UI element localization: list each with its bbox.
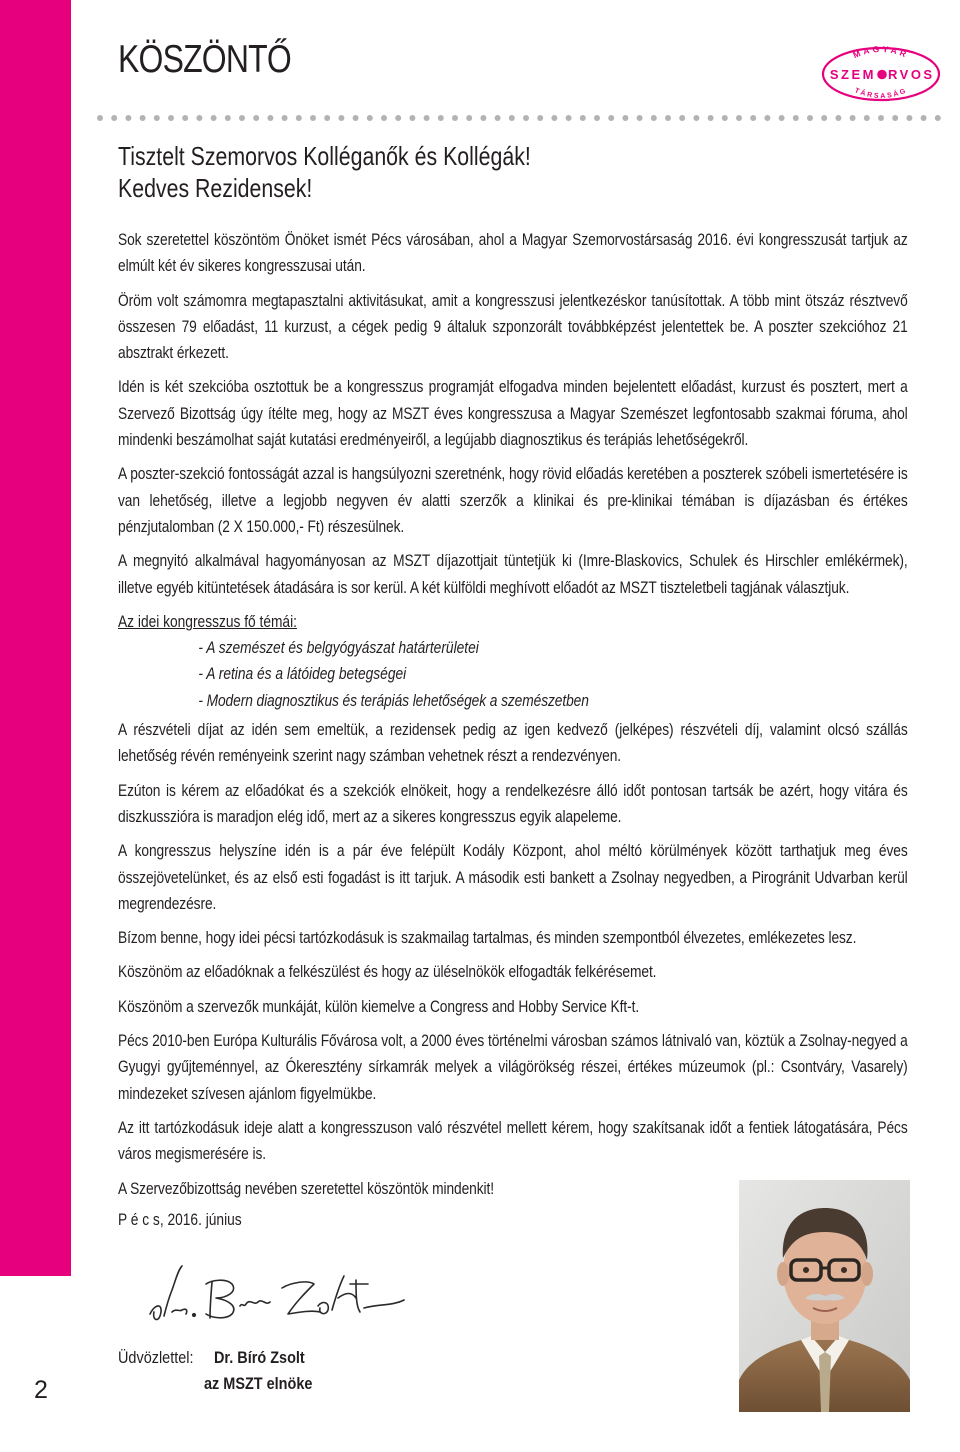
divider-dot	[282, 115, 288, 121]
divider-dot	[622, 115, 628, 121]
svg-text:SZEM: SZEM	[829, 67, 876, 82]
divider-dot	[878, 115, 884, 121]
divider-dot	[935, 115, 941, 121]
divider-dot	[821, 115, 827, 121]
divider-dot	[906, 115, 912, 121]
divider-dot	[509, 115, 515, 121]
paragraph: Köszönöm az előadóknak a felkészülést és hogy az üléselnökök elfogadták felkérésemet.	[118, 962, 657, 982]
paragraph: A Szervezőbizottság nevében szeretettel köszöntök mindenkit!	[118, 1178, 495, 1198]
svg-text:RVOS: RVOS	[888, 67, 935, 82]
handwritten-signature	[142, 1262, 412, 1332]
divider-dot	[140, 115, 146, 121]
dotted-divider	[96, 114, 952, 122]
topic-item: - A szemészet és belgyógyászat határterületei	[198, 638, 479, 658]
divider-dot	[367, 115, 373, 121]
paragraph: Idén is két szekcióba osztottuk be a kongresszus programját elfogadva minden bejelentett előadást, kurzust és posztert, mert a Szervező Bizottság úgy ítélte meg, hogy az MSZT éves kongresszusa a Magyar Szemészet legfontosabb szakmai fóruma, ahol mindenki beszámolhat saját kutatási eredményeiről, a legújabb diagnosztikus és terápiás lehetőségekről.	[118, 377, 908, 450]
paragraph: Bízom benne, hogy idei pécsi tartózkodásuk is szakmailag tartalmas, és minden szempontból élvezetes, emlékezetes lesz.	[118, 928, 857, 948]
divider-dot	[466, 115, 472, 121]
divider-dot	[125, 115, 131, 121]
letter-body	[118, 140, 908, 1210]
divider-dot	[892, 115, 898, 121]
divider-dot	[480, 115, 486, 121]
topics-title: Az idei kongresszus fő témái:	[118, 611, 297, 631]
divider-dot	[353, 115, 359, 121]
divider-dot	[424, 115, 430, 121]
paragraph: A megnyitó alkalmával hagyományosan az MSZT díjazottjait tüntetjük ki (Imre-Blaskovics, Schulek és Hirschler emlékérmek), illetve egyéb kitüntetések átadására is sor kerül. A két külföldi meghívott előadót az MSZT tiszteletbeli tagjának választjuk.	[118, 551, 908, 597]
divider-dot	[594, 115, 600, 121]
divider-dot	[253, 115, 259, 121]
svg-text:TÁRSASÁG: TÁRSASÁG	[853, 87, 909, 101]
divider-dot	[409, 115, 415, 121]
closing-label: Üdvözlettel:	[118, 1348, 194, 1367]
divider-dot	[395, 115, 401, 121]
divider-dot	[736, 115, 742, 121]
divider-dot	[651, 115, 657, 121]
divider-dot	[551, 115, 557, 121]
paragraph: Pécs 2010-ben Európa Kulturális Fővárosa volt, a 2000 éves történelmi városban számos látnivaló van, köztük a Zsolnay-negyed a Gyugyi gyűjteménnyel, az Ókeresztény sírkamrák melyek a világörökség részei, értékes múzeumok (pl.: Csontváry, Vasarely) mindezeket szívesen ajánlom figyelmükbe.	[118, 1031, 908, 1103]
paragraph: Ezúton is kérem az előadókat és a szekciók elnökeit, hogy a rendelkezésre álló időt pontosan tartsák be azért, hogy vitára és diszkusszióra is maradjon elég idő, mert az a sikeres kongresszus egyik alapeleme.	[118, 780, 908, 826]
magenta-side-bar	[0, 0, 71, 1452]
paragraph: A részvételi díjat az idén sem emeltük, a rezidensek pedig az igen kedvező (jelképes) részvételi díj, valamint olcsó szállás lehetőség révén reményeink szerint nagy számban vehetnek részt a rendezvényen.	[118, 720, 908, 766]
portrait-photo	[739, 1180, 910, 1412]
divider-dot	[211, 115, 217, 121]
divider-dot	[338, 115, 344, 121]
divider-dot	[693, 115, 699, 121]
divider-dot	[182, 115, 188, 121]
page-number-box	[0, 1276, 86, 1452]
topic-item: - A retina és a látóideg betegségei	[198, 664, 407, 684]
signer-title: az MSZT elnöke	[204, 1374, 313, 1393]
greeting-line-1: Tisztelt Szemorvos Kolléganők és Kollégák!	[118, 141, 531, 171]
topic-item: - Modern diagnosztikus és terápiás lehetőségek a szemészetben	[198, 690, 589, 710]
divider-dot	[97, 115, 103, 121]
paragraph: Sok szeretettel köszöntöm Önöket ismét Pécs városában, ahol a Magyar Szemorvostársaság 2016. évi kongresszusát tartjuk az elmúlt két év sikeres kongresszusai után.	[118, 230, 908, 276]
divider-dot	[168, 115, 174, 121]
page-number: 2	[34, 1376, 48, 1404]
divider-dot	[438, 115, 444, 121]
paragraph: A kongresszus helyszíne idén is a pár éve felépült Kodály Központ, ahol méltó körülmények között tarthatjuk meg éves összejövetelünket, és az első esti fogadást is itt tarjuk. A második esti bankett a Zsolnay negyedben, a Pirogránit Udvarban kerül megrendezésre.	[118, 841, 908, 913]
divider-dot	[665, 115, 671, 121]
divider-dot	[111, 115, 117, 121]
paragraph: Köszönöm a szervezők munkáját, külön kiemelve a Congress and Hobby Service Kft-t.	[118, 996, 640, 1016]
divider-dot	[764, 115, 770, 121]
divider-dot	[793, 115, 799, 121]
divider-dot	[708, 115, 714, 121]
divider-dot	[807, 115, 813, 121]
divider-dot	[850, 115, 856, 121]
paragraph: Az itt tartózkodásuk ideje alatt a kongresszuson való részvétel mellett kérem, hogy szakítsanak időt a fentiek látogatására, Pécs város megismerésére is.	[118, 1117, 908, 1164]
divider-dot	[225, 115, 231, 121]
page-title: KÖSZÖNTŐ	[118, 38, 291, 81]
divider-dot	[921, 115, 927, 121]
society-logo	[820, 44, 942, 104]
divider-dot	[722, 115, 728, 121]
divider-dot	[239, 115, 245, 121]
divider-dot	[779, 115, 785, 121]
divider-dot	[154, 115, 160, 121]
paragraph: A poszter-szekció fontosságát azzal is hangsúlyozni szeretnénk, hogy rövid előadás keretében a poszterek szóbeli ismertetésére is van lehetőség, illetve a legjobb negyven év alatti szerzők a klinikai és pre-klinikai témában is díjazásban és értékes pénzjutalomban (2 X 150.000,- Ft) részesülnek.	[118, 464, 908, 536]
divider-dot	[580, 115, 586, 121]
divider-dot	[296, 115, 302, 121]
signer-name: Dr. Bíró Zsolt	[214, 1348, 305, 1367]
divider-dot	[864, 115, 870, 121]
greeting-line-2: Kedves Rezidensek!	[118, 173, 313, 203]
svg-text:MAGYAR: MAGYAR	[851, 44, 911, 61]
paragraph: Öröm volt számomra megtapasztalni aktivitásukat, amit a kongresszusi jelentkezéskor tanúsítottak. A több mint ötszáz résztvevő összesen 79 előadást, 11 kurzust, a cégek pedig 9 általuk szponzorált továbbképzést jelentettek be. A poszter szekcióhoz 21 absztrakt érkezett.	[118, 290, 908, 363]
divider-dot	[566, 115, 572, 121]
divider-dot	[637, 115, 643, 121]
divider-dot	[381, 115, 387, 121]
divider-dot	[452, 115, 458, 121]
divider-dot	[310, 115, 316, 121]
divider-dot	[324, 115, 330, 121]
divider-dot	[750, 115, 756, 121]
divider-dot	[267, 115, 273, 121]
letter-greeting	[118, 140, 908, 204]
divider-dot	[196, 115, 202, 121]
divider-dot	[537, 115, 543, 121]
divider-dot	[495, 115, 501, 121]
date-line: P é c s, 2016. június	[118, 1210, 242, 1229]
divider-dot	[679, 115, 685, 121]
divider-dot	[608, 115, 614, 121]
divider-dot	[835, 115, 841, 121]
divider-dot	[523, 115, 529, 121]
